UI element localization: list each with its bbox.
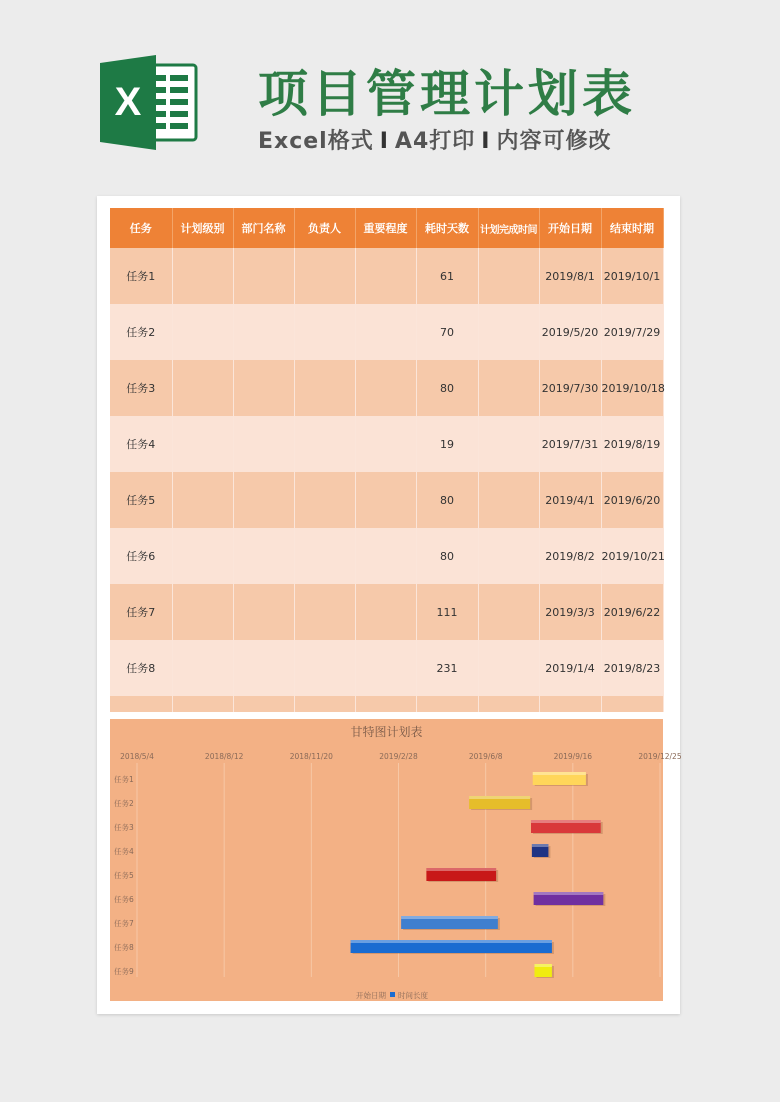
subtitle-format: Excel格式 (258, 129, 374, 154)
cell-importance[interactable] (355, 472, 416, 528)
cell-task[interactable]: 任务5 (110, 472, 172, 528)
cell-level[interactable] (172, 360, 233, 416)
cell-task[interactable]: 任务1 (110, 248, 172, 304)
cell-dept[interactable] (233, 696, 294, 712)
cell-end[interactable]: 2019/10/18 (601, 360, 663, 416)
bar-highlight (534, 964, 551, 967)
cell-dept[interactable] (233, 248, 294, 304)
cell-end[interactable]: 2019/10/1 (601, 248, 663, 304)
x-tick-label: 2018/8/12 (204, 752, 244, 761)
cell-importance[interactable] (355, 640, 416, 696)
gantt-chart[interactable] (110, 719, 682, 1001)
cell-days[interactable]: 111 (416, 584, 478, 640)
cell-owner[interactable] (294, 360, 355, 416)
bar-highlight (426, 868, 496, 871)
cell-start[interactable]: 2019/7/30 (539, 360, 601, 416)
cell-plan-finish[interactable] (478, 584, 539, 640)
legend-start-label: 开始日期 (356, 991, 386, 1000)
col-header-task: 任务 (110, 208, 172, 248)
cell-importance[interactable] (355, 584, 416, 640)
cell-dept[interactable] (233, 360, 294, 416)
cell-days[interactable]: 231 (416, 640, 478, 696)
cell-owner[interactable] (294, 416, 355, 472)
bar-highlight (532, 844, 549, 847)
cell-task[interactable]: 任务3 (110, 360, 172, 416)
cell-level[interactable] (172, 304, 233, 360)
table-row (110, 696, 663, 712)
cell-plan-finish[interactable] (478, 416, 539, 472)
cell-owner[interactable] (294, 472, 355, 528)
x-tick-label: 2019/2/28 (379, 752, 418, 761)
cell-owner[interactable] (294, 304, 355, 360)
cell-plan-finish[interactable] (478, 248, 539, 304)
cell-days[interactable]: 70 (416, 304, 478, 360)
category-label: 任务9 (114, 967, 134, 976)
subtitle-separator: I (379, 129, 389, 154)
cell-owner[interactable] (294, 528, 355, 584)
cell-importance[interactable] (355, 248, 416, 304)
cell-dept[interactable] (233, 640, 294, 696)
cell-days[interactable]: 80 (416, 360, 478, 416)
table-row (110, 248, 663, 304)
cell-task[interactable]: 任务7 (110, 584, 172, 640)
x-tick-label: 2019/9/16 (553, 752, 593, 761)
cell-level[interactable] (172, 248, 233, 304)
cell-days[interactable]: 80 (416, 472, 478, 528)
x-tick-label: 2019/12/25 (638, 752, 682, 761)
subtitle-separator: I (481, 129, 491, 154)
table-row (110, 528, 663, 584)
cell-importance[interactable] (355, 696, 416, 712)
col-header-plan-finish: 计划完成时间 (478, 208, 539, 248)
category-label: 任务3 (114, 823, 134, 832)
table-row (110, 584, 663, 640)
category-label: 任务1 (114, 775, 134, 784)
category-label: 任务6 (114, 895, 134, 904)
cell-level[interactable] (172, 696, 233, 712)
cell-task[interactable]: 任务6 (110, 528, 172, 584)
cell-plan-finish[interactable] (478, 528, 539, 584)
category-label: 任务4 (114, 847, 134, 856)
cell-start[interactable]: 2019/4/1 (539, 472, 601, 528)
cell-dept[interactable] (233, 584, 294, 640)
page-subtitle (258, 124, 611, 155)
col-header-days: 耗时天数 (416, 208, 478, 248)
legend-duration-label: 时间长度 (398, 991, 428, 1000)
gantt-chart-svg (110, 719, 682, 1001)
chart-title: 甘特图计划表 (350, 725, 423, 739)
cell-level[interactable] (172, 640, 233, 696)
table-row (110, 416, 663, 472)
bar-highlight (531, 820, 601, 823)
table-row (110, 472, 663, 528)
subtitle-paper: A4打印 (394, 129, 476, 154)
category-label: 任务5 (114, 871, 134, 880)
cell-start[interactable]: 2019/8/1 (539, 248, 601, 304)
cell-end[interactable]: 2019/10/21 (601, 528, 663, 584)
cell-start[interactable]: 2019/3/3 (539, 584, 601, 640)
cell-end[interactable]: 2019/7/29 (601, 304, 663, 360)
cell-plan-finish[interactable] (478, 640, 539, 696)
cell-importance[interactable] (355, 304, 416, 360)
cell-end[interactable]: 2019/6/22 (601, 584, 663, 640)
cell-level[interactable] (172, 472, 233, 528)
cell-task[interactable]: 任务2 (110, 304, 172, 360)
plan-table (110, 208, 664, 712)
cell-importance[interactable] (355, 528, 416, 584)
cell-task[interactable] (110, 696, 172, 712)
cell-days[interactable] (416, 696, 478, 712)
col-header-importance: 重要程度 (355, 208, 416, 248)
category-label: 任务7 (114, 919, 134, 928)
table-row (110, 304, 663, 360)
excel-logo-icon (100, 55, 200, 150)
cell-plan-finish[interactable] (478, 472, 539, 528)
cell-days[interactable]: 80 (416, 528, 478, 584)
cell-days[interactable]: 19 (416, 416, 478, 472)
cell-owner[interactable] (294, 584, 355, 640)
cell-start[interactable]: 2019/1/4 (539, 640, 601, 696)
cell-end[interactable]: 2019/8/23 (601, 640, 663, 696)
cell-plan-finish[interactable] (478, 696, 539, 712)
cell-importance[interactable] (355, 416, 416, 472)
subtitle-editable: 内容可修改 (496, 129, 612, 154)
table-row (110, 360, 663, 416)
cell-level[interactable] (172, 416, 233, 472)
cell-days[interactable]: 61 (416, 248, 478, 304)
x-tick-label: 2018/11/20 (289, 752, 333, 761)
category-label: 任务8 (114, 943, 134, 952)
table-header-row (110, 208, 663, 248)
cell-plan-finish[interactable] (478, 360, 539, 416)
cell-end[interactable]: 2019/8/19 (601, 416, 663, 472)
cell-plan-finish[interactable] (478, 304, 539, 360)
cell-owner[interactable] (294, 696, 355, 712)
cell-importance[interactable] (355, 360, 416, 416)
cell-start[interactable]: 2019/7/31 (539, 416, 601, 472)
cell-start[interactable] (539, 696, 601, 712)
bar-highlight (469, 796, 530, 799)
table-row (110, 640, 663, 696)
cell-owner[interactable] (294, 640, 355, 696)
col-header-level: 计划级别 (172, 208, 233, 248)
x-tick-label: 2019/6/8 (468, 752, 503, 761)
bar-highlight (533, 772, 586, 775)
col-header-start: 开始日期 (539, 208, 601, 248)
cell-end[interactable] (601, 696, 663, 712)
cell-task[interactable]: 任务4 (110, 416, 172, 472)
legend-duration-swatch (390, 992, 395, 997)
cell-level[interactable] (172, 584, 233, 640)
page-title: 项目管理计划表 (258, 65, 636, 123)
cell-start[interactable]: 2019/5/20 (539, 304, 601, 360)
bar-highlight (401, 916, 498, 919)
cell-task[interactable]: 任务8 (110, 640, 172, 696)
cell-owner[interactable] (294, 248, 355, 304)
cell-dept[interactable] (233, 304, 294, 360)
x-tick-label: 2018/5/4 (120, 752, 154, 761)
cell-dept[interactable] (233, 528, 294, 584)
col-header-end: 结束时期 (601, 208, 663, 248)
bar-highlight (534, 892, 604, 895)
cell-end[interactable]: 2019/6/20 (601, 472, 663, 528)
cell-dept[interactable] (233, 416, 294, 472)
logo-letter: X (114, 80, 142, 124)
cell-level[interactable] (172, 528, 233, 584)
bar-highlight (351, 940, 552, 943)
col-header-owner: 负责人 (294, 208, 355, 248)
col-header-dept: 部门名称 (233, 208, 294, 248)
cell-start[interactable]: 2019/8/2 (539, 528, 601, 584)
cell-dept[interactable] (233, 472, 294, 528)
category-label: 任务2 (114, 799, 134, 808)
